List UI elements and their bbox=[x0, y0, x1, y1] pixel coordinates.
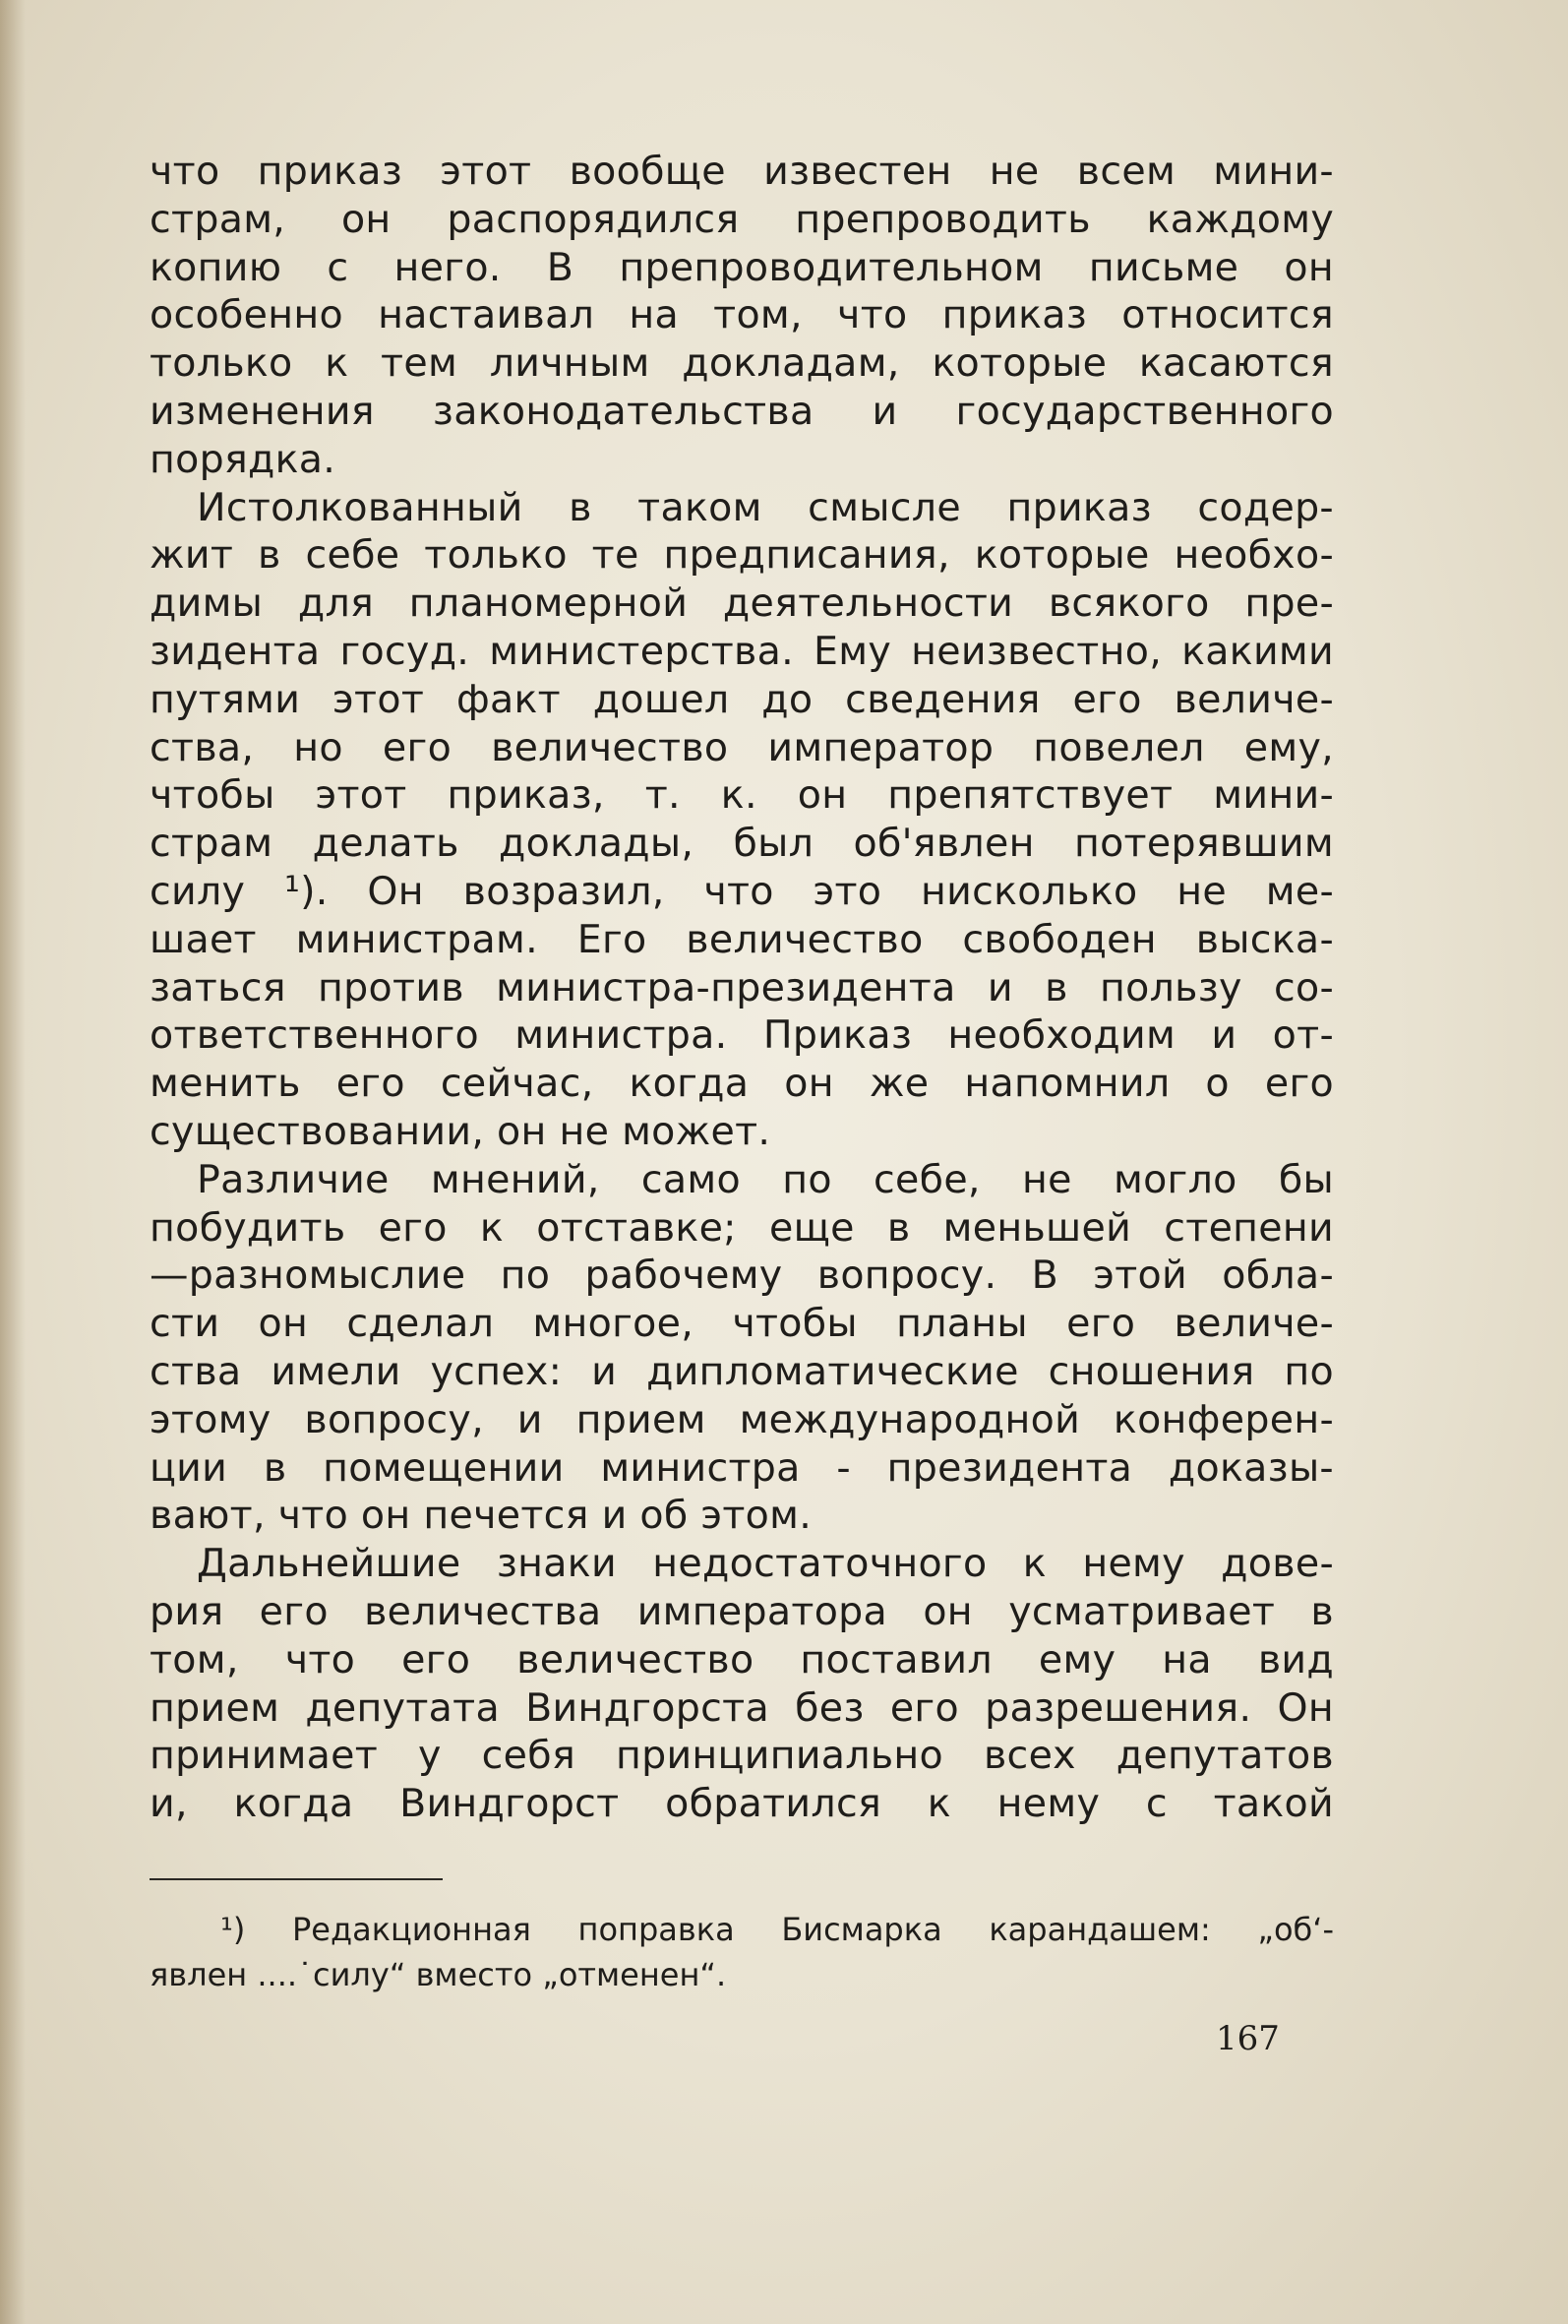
page-binding-edge bbox=[0, 0, 26, 2324]
text-line: сти он сделал многое, чтобы планы его величе- bbox=[150, 1301, 1334, 1347]
text-line: менить его сейчас, когда он же напомнил о его bbox=[150, 1061, 1334, 1107]
text-line: димы для планомерной деятельности всякого пре- bbox=[150, 581, 1334, 627]
text-line: особенно настаивал на том, что приказ относится bbox=[150, 292, 1334, 338]
text-line: страм делать доклады, был об'явлен потерявшим bbox=[150, 821, 1334, 867]
text-line: прием депутата Виндгорста без его разрешения. Он bbox=[150, 1684, 1334, 1731]
text-line: жит в себе только те предписания, которые необхо- bbox=[150, 532, 1334, 579]
text-line: принимает у себя принципиально всех депутатов bbox=[150, 1733, 1334, 1779]
text-line: порядка. bbox=[150, 436, 336, 482]
footnote bbox=[150, 1907, 1334, 1997]
text-line: рия его величества императора он усматривает в bbox=[150, 1588, 1334, 1634]
text-line: Различие мнений, само по себе, не могло бы bbox=[197, 1156, 1334, 1202]
text-line: побудить его к отставке; еще в меньшей степени bbox=[150, 1204, 1334, 1251]
footnote-line: ¹) Редакционная поправка Бисмарка карандашем: „об‘- bbox=[220, 1911, 1334, 1948]
text-line: вают, что он печется и об этом. bbox=[150, 1493, 813, 1539]
footnote-line: явлен ....˙силу“ вместо „отменен“. bbox=[150, 1956, 727, 1993]
text-line: ции в помещении министра - президента доказы- bbox=[150, 1444, 1334, 1491]
text-line: шает министрам. Его величество свободен выска- bbox=[150, 916, 1334, 962]
text-line: путями этот факт дошел до сведения его величе- bbox=[150, 676, 1334, 722]
text-line: заться против министра-президента и в пользу со- bbox=[150, 964, 1334, 1010]
text-line: существовании, он не может. bbox=[150, 1108, 771, 1154]
text-line: том, что его величество поставил ему на вид bbox=[150, 1636, 1334, 1682]
text-line: ства, но его величество император повелел ему, bbox=[150, 724, 1334, 770]
page-number: 167 bbox=[1216, 2019, 1280, 2058]
text-line: и, когда Виндгорст обратился к нему с такой bbox=[150, 1781, 1334, 1827]
text-line: только к тем личным докладам, которые касаются bbox=[150, 340, 1334, 387]
text-line: чтобы этот приказ, т. к. он препятствует мини- bbox=[150, 772, 1334, 819]
text-line: Дальнейшие знаки недостаточного к нему дове- bbox=[197, 1541, 1334, 1587]
text-line: копию с него. В препроводительном письме он bbox=[150, 244, 1334, 290]
text-line: страм, он распорядился препроводить каждому bbox=[150, 196, 1334, 242]
text-line: ответственного министра. Приказ необходим и от- bbox=[150, 1012, 1334, 1059]
text-line: зидента госуд. министерства. Ему неизвестно, какими bbox=[150, 628, 1334, 674]
text-line: силу ¹). Он возразил, что это нисколько не ме- bbox=[150, 868, 1334, 914]
footnote-separator bbox=[150, 1878, 443, 1880]
text-line: что приказ этот вообще известен не всем мини- bbox=[150, 149, 1334, 194]
text-line: изменения законодательства и государственного bbox=[150, 388, 1334, 434]
text-line: —разномыслие по рабочему вопросу. В этой обла- bbox=[150, 1253, 1334, 1299]
text-line: ства имели успех: и дипломатические сношения по bbox=[150, 1348, 1334, 1394]
body-text bbox=[150, 148, 1334, 1828]
text-line: Истолкованный в таком смысле приказ содер- bbox=[197, 484, 1334, 530]
text-line: этому вопросу, и прием международной конферен- bbox=[150, 1396, 1334, 1442]
